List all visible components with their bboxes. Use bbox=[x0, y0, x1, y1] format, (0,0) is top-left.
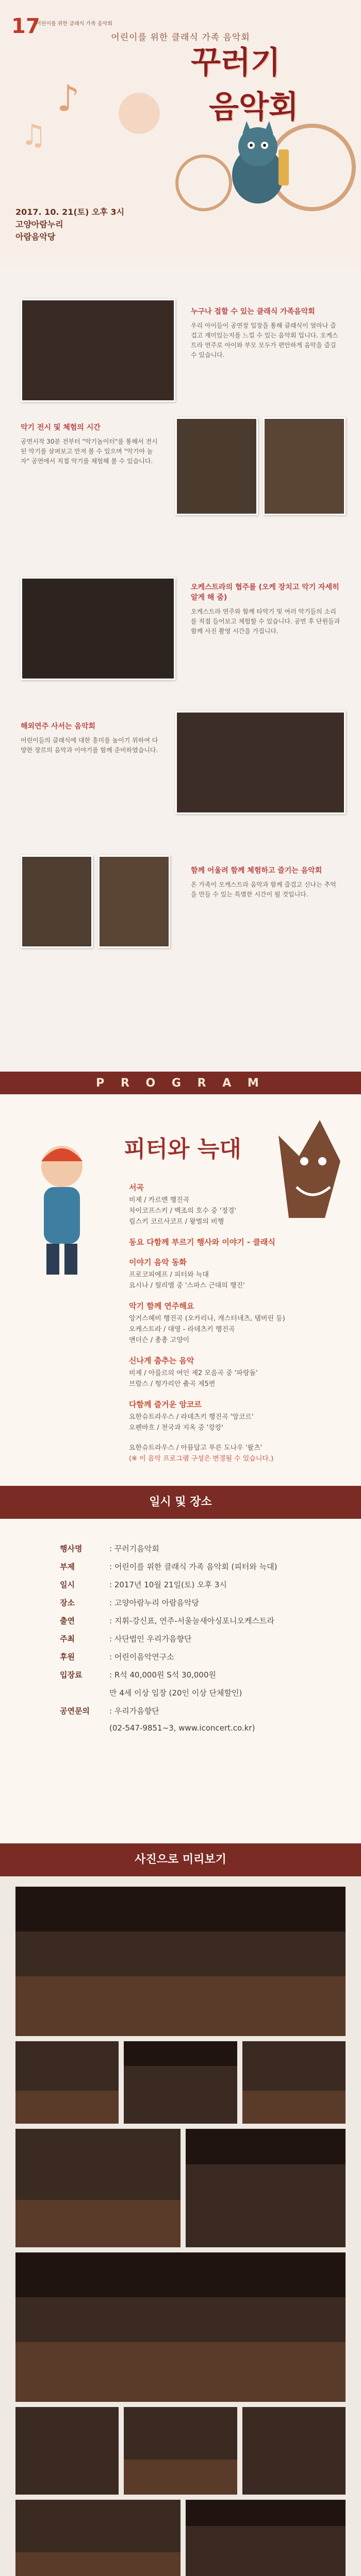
program-heading: 이야기 음악 동화 bbox=[129, 1258, 187, 1267]
orchestra-photo bbox=[21, 577, 175, 680]
gallery-photo bbox=[124, 2041, 237, 2124]
event-date-block bbox=[15, 206, 124, 243]
instrument-photo bbox=[175, 417, 258, 515]
intro-heading-2: 악기 전시 및 체험의 시간 bbox=[21, 423, 101, 432]
program-section-item bbox=[129, 1443, 346, 1464]
table-row bbox=[57, 1539, 280, 1557]
info-value: : 2017년 10월 21일(토) 오후 3시 bbox=[109, 1580, 227, 1589]
program-line: 앙거스헤비 행진곡 (오카리나, 캐스터네츠, 탬버린 등) bbox=[129, 1315, 285, 1323]
info-key: 출연 bbox=[60, 1616, 75, 1625]
gallery-photo bbox=[15, 1887, 346, 2036]
info-value: : R석 40,000원 S석 30,000원 bbox=[109, 1670, 217, 1680]
info-key: 주최 bbox=[60, 1634, 75, 1643]
intro-body-3: 오케스트라 연주와 함께 타악기 및 여러 악기들의 소리를 직접 들어보고 체험할 수 있습니다. 공연 후 단원들과 함께 사진 촬영 시간을 가집니다. bbox=[191, 608, 340, 635]
event-hall: 아람음악당 bbox=[15, 232, 56, 242]
program-section-item bbox=[129, 1355, 346, 1389]
program-line: 브람스 / 헝가리안 춤곡 제5번 bbox=[129, 1380, 216, 1388]
table-row bbox=[57, 1630, 280, 1648]
info-value: (02-547-9851~3, www.iconcert.co.kr) bbox=[109, 1723, 255, 1733]
program-line: 차이코프스키 / 백조의 호수 중 '정경' bbox=[129, 1207, 237, 1215]
intro-heading-5: 함께 어울려 함께 체험하고 즐기는 음악회 bbox=[191, 867, 322, 875]
info-value: : 꾸러기음악회 bbox=[109, 1544, 159, 1553]
program-label: P R O G R A M bbox=[96, 1077, 265, 1090]
gallery-photo bbox=[15, 2500, 180, 2576]
children-photo bbox=[98, 855, 170, 948]
info-key: 일시 bbox=[60, 1580, 75, 1589]
table-row bbox=[57, 1575, 280, 1594]
gallery-photo bbox=[15, 2407, 119, 2495]
program-line: 앤더슨 / 총총 고양이 bbox=[129, 1336, 190, 1344]
program-section-item bbox=[129, 1182, 346, 1227]
concert-photo bbox=[21, 299, 175, 402]
info-value: : 어린이를 위한 클래식 가족 음악회 (피터와 늑대) bbox=[109, 1562, 277, 1571]
gallery-photo bbox=[242, 2407, 346, 2495]
program-line: 요시나 / 릴리엠 중 '스파스 근대의 행진' bbox=[129, 1282, 245, 1290]
anniversary-subtitle: 어린이를 위한 클래식 가족 음악회 bbox=[36, 21, 112, 27]
boy-illustration bbox=[10, 1136, 113, 1290]
music-note-icon: ♫ bbox=[21, 118, 47, 152]
program-line: 림스키 코르사코프 / 왕벌의 비행 bbox=[129, 1218, 224, 1226]
intro-block-5 bbox=[191, 866, 340, 900]
program-section-item bbox=[129, 1300, 346, 1346]
program-header-bar bbox=[0, 1072, 361, 1094]
program-heading: 다함께 즐거운 앙코르 bbox=[129, 1400, 202, 1409]
info-key: 행사명 bbox=[60, 1544, 83, 1553]
intro-section bbox=[0, 268, 361, 1072]
info-value: : 지휘-강신표, 연주-서울늘새아싱포니오케스트라 bbox=[109, 1616, 274, 1625]
program-line: 오케스트라 / 대영 - 라데츠키 행진곡 bbox=[129, 1326, 235, 1333]
gallery-photo bbox=[242, 2041, 346, 2124]
info-key: 입장료 bbox=[60, 1670, 83, 1680]
info-value: : 우리가음향단 bbox=[109, 1706, 159, 1716]
program-section-item bbox=[129, 1399, 346, 1433]
event-date: 2017. 10. 21(토) 오후 3시 bbox=[15, 207, 125, 217]
children-photo bbox=[21, 855, 93, 948]
photo-gallery bbox=[0, 1876, 361, 2576]
program-section-item bbox=[129, 1236, 346, 1247]
event-title-line1: 꾸러기 bbox=[191, 45, 281, 81]
info-key: 부제 bbox=[60, 1562, 75, 1571]
event-title-line2: 음악회 bbox=[209, 89, 299, 125]
table-row bbox=[57, 1702, 280, 1720]
program-heading: 동요 다함께 부르기 행사와 이야기 - 클래식 bbox=[129, 1238, 275, 1247]
gallery-photo bbox=[15, 2041, 119, 2124]
gallery-photo bbox=[15, 2129, 180, 2247]
program-note: (※ 이 음악 프로그램 구성은 변경될 수 있습니다.) bbox=[129, 1455, 274, 1463]
program-line: 요한슈트라우스 / 라데츠키 행진곡 '앙코르' bbox=[129, 1413, 254, 1421]
piece-title: 피터와 늑대 bbox=[124, 1136, 241, 1162]
info-value: : 사단법인 우리가음향단 bbox=[109, 1634, 192, 1643]
program-line: 프로코피에프 / 피터와 늑대 bbox=[129, 1271, 209, 1279]
gallery-section-title: 사진으로 미리보기 bbox=[0, 1843, 361, 1876]
program-list bbox=[129, 1182, 346, 1473]
info-value: 만 4세 이상 입장 (20인 이상 단체할인) bbox=[109, 1688, 242, 1698]
gallery-photo bbox=[186, 2129, 346, 2247]
info-section-title: 일시 및 장소 bbox=[0, 1486, 361, 1519]
music-note-icon: ♪ bbox=[57, 77, 80, 120]
intro-body-1: 우리 아이들이 공연장 입장을 통해 클래식이 얼마나 즐겁고 재미있는지를 느낄 수 있는 음악회 입니다. 오케스트라 연주로 아이와 부모 모두가 편안하게 음악을 즐길 수 있습니다. bbox=[191, 322, 338, 359]
intro-body-5: 온 가족이 오케스트라 음악과 함께 즐겁고 신나는 추억을 만들 수 있는 특별한 시간이 될 것입니다. bbox=[191, 881, 336, 898]
gallery-photo bbox=[124, 2407, 237, 2495]
intro-block-4 bbox=[21, 721, 160, 755]
table-row bbox=[57, 1720, 280, 1736]
program-line: 오펜바흐 / 천국과 지옥 중 '캉캉' bbox=[129, 1424, 223, 1432]
info-section bbox=[0, 1519, 361, 1843]
intro-heading-3: 오케스트라의 협주를 (오케 장치고 악기 자세히 알게 해 줌) bbox=[191, 583, 339, 602]
info-value: : 어린이음악연구소 bbox=[109, 1652, 174, 1662]
info-key: 공연문의 bbox=[60, 1706, 90, 1716]
table-row bbox=[57, 1557, 280, 1575]
program-heading: 서곡 bbox=[129, 1183, 144, 1192]
table-row bbox=[57, 1594, 280, 1612]
info-table bbox=[57, 1539, 280, 1736]
program-line: 요한슈트라우스 / 아름답고 푸른 도나우 '왈츠' bbox=[129, 1444, 262, 1452]
intro-heading-1: 누구나 접할 수 있는 클래식 가족음악회 bbox=[191, 308, 315, 316]
intro-body-2: 공연시작 30분 전부터 "악기놀이터"를 통해서 전시된 악기를 살펴보고 만져 볼 수 있으며 "악기야 놀자" 공연에서 직접 악기를 체험해 볼 수 있습니다. bbox=[21, 438, 158, 465]
instrument-photo bbox=[263, 417, 346, 515]
program-line: 비제 / 카르멘 행진곡 bbox=[129, 1196, 190, 1204]
info-key bbox=[57, 1684, 106, 1702]
intro-body-4: 어린이들의 클래식에 대한 흥미를 높이기 위하여 다양한 장르의 음악과 이야기를 함께 준비하였습니다. bbox=[21, 737, 158, 754]
intro-block-2 bbox=[21, 422, 160, 466]
program-section-item bbox=[129, 1257, 346, 1291]
header-subtitle: 어린이를 위한 클래식 가족 음악회 bbox=[111, 32, 250, 43]
cat-illustration bbox=[217, 118, 299, 206]
table-row bbox=[57, 1684, 280, 1702]
header-banner bbox=[0, 0, 361, 268]
gallery-photo bbox=[15, 2252, 346, 2402]
table-row bbox=[57, 1648, 280, 1666]
audience-photo bbox=[175, 711, 346, 814]
program-heading: 신나게 춤추는 음악 bbox=[129, 1356, 194, 1365]
intro-heading-4: 해외연주 사서는 음악회 bbox=[21, 722, 95, 731]
program-line: 비제 / 아를르의 여인 제2 모음곡 중 '파랑돌' bbox=[129, 1369, 258, 1377]
table-row bbox=[57, 1666, 280, 1684]
gallery-photo bbox=[186, 2500, 346, 2576]
table-row bbox=[57, 1612, 280, 1630]
info-key: 장소 bbox=[60, 1598, 75, 1607]
intro-block-1 bbox=[191, 307, 340, 360]
anniversary-number: 17 bbox=[11, 14, 40, 38]
info-key bbox=[57, 1720, 106, 1736]
sun-decoration bbox=[119, 93, 160, 134]
info-value: : 고양아람누리 아람음악당 bbox=[109, 1598, 199, 1607]
info-key: 후원 bbox=[60, 1652, 75, 1662]
event-venue: 고양아람누리 bbox=[15, 219, 63, 229]
program-heading: 악기 함께 연주해요 bbox=[129, 1301, 194, 1311]
intro-block-3 bbox=[191, 582, 340, 636]
program-section bbox=[0, 1094, 361, 1486]
